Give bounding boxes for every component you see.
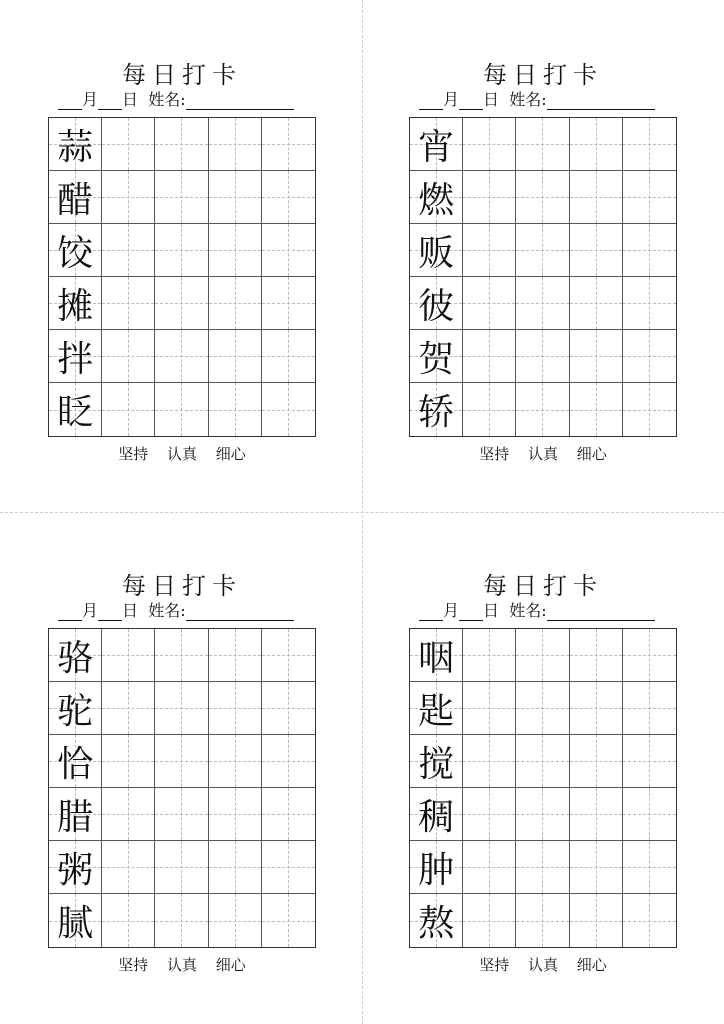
practice-cell[interactable] — [155, 383, 208, 436]
practice-cell[interactable] — [623, 735, 676, 788]
practice-cell[interactable] — [516, 841, 569, 894]
practice-cell[interactable] — [623, 682, 676, 735]
model-character: 饺 — [57, 232, 94, 274]
day-blank[interactable] — [98, 93, 122, 110]
name-label: 姓名: — [148, 601, 186, 620]
model-character-cell — [410, 841, 463, 894]
model-character-cell — [49, 841, 102, 894]
practice-cell[interactable] — [623, 894, 676, 947]
practice-cell[interactable] — [209, 118, 262, 171]
practice-cell[interactable] — [516, 894, 569, 947]
practice-cell[interactable] — [102, 383, 155, 436]
model-character: 驼 — [57, 690, 94, 732]
model-character: 拌 — [57, 338, 94, 380]
practice-cell[interactable] — [623, 171, 676, 224]
practice-cell[interactable] — [623, 330, 676, 383]
practice-cell[interactable] — [262, 330, 315, 383]
model-character: 眨 — [57, 392, 94, 433]
practice-cell[interactable] — [570, 894, 623, 947]
month-label: 月 — [82, 90, 99, 109]
practice-cell[interactable] — [209, 682, 262, 735]
practice-cell[interactable] — [155, 224, 208, 277]
date-name-line — [58, 87, 294, 110]
horizontal-cut-line — [0, 512, 724, 513]
model-character: 蒜 — [57, 126, 94, 168]
model-character-cell — [410, 171, 463, 224]
practice-cell[interactable] — [209, 629, 262, 682]
practice-cell[interactable] — [102, 894, 155, 947]
practice-cell[interactable] — [570, 118, 623, 171]
date-name-line — [419, 87, 655, 110]
practice-cell[interactable] — [209, 735, 262, 788]
month-blank[interactable] — [58, 604, 82, 621]
model-character: 彼 — [418, 285, 455, 327]
model-character: 熬 — [418, 903, 455, 944]
day-blank[interactable] — [98, 604, 122, 621]
practice-cell[interactable] — [570, 171, 623, 224]
practice-cell[interactable] — [463, 841, 516, 894]
panel-title: 每日打卡 — [483, 572, 603, 600]
practice-cell[interactable] — [155, 894, 208, 947]
writing-grid — [409, 117, 677, 437]
name-label: 姓名: — [509, 601, 547, 620]
practice-cell[interactable] — [516, 171, 569, 224]
name-label: 姓名: — [148, 90, 186, 109]
practice-cell[interactable] — [463, 383, 516, 436]
date-name-line — [58, 598, 294, 621]
model-character-cell — [49, 118, 102, 171]
practice-cell[interactable] — [463, 171, 516, 224]
practice-cell[interactable] — [463, 682, 516, 735]
practice-cell[interactable] — [209, 330, 262, 383]
practice-cell[interactable] — [155, 171, 208, 224]
practice-cell[interactable] — [209, 894, 262, 947]
practice-cell[interactable] — [623, 224, 676, 277]
model-character: 腊 — [57, 796, 94, 838]
date-name-line — [419, 598, 655, 621]
practice-cell[interactable] — [463, 735, 516, 788]
practice-cell[interactable] — [463, 330, 516, 383]
panel-footer: 坚持 认真 细心 — [479, 956, 607, 974]
model-character-cell — [49, 735, 102, 788]
practice-cell[interactable] — [623, 629, 676, 682]
model-character: 贺 — [418, 338, 455, 380]
practice-cell[interactable] — [209, 224, 262, 277]
model-character-cell — [410, 277, 463, 330]
practice-cell[interactable] — [155, 330, 208, 383]
day-blank[interactable] — [459, 93, 483, 110]
practice-cell[interactable] — [463, 118, 516, 171]
practice-cell[interactable] — [209, 788, 262, 841]
practice-cell[interactable] — [623, 383, 676, 436]
model-character-cell — [49, 629, 102, 682]
model-character-cell — [49, 383, 102, 436]
practice-cell[interactable] — [623, 788, 676, 841]
practice-cell[interactable] — [623, 277, 676, 330]
practice-cell[interactable] — [155, 735, 208, 788]
practice-cell[interactable] — [570, 330, 623, 383]
day-label: 日 — [122, 90, 139, 109]
model-character-cell — [410, 735, 463, 788]
model-character: 稠 — [418, 796, 455, 838]
model-character-cell — [49, 894, 102, 947]
model-character: 肿 — [418, 849, 455, 891]
practice-cell[interactable] — [623, 118, 676, 171]
model-character-cell — [49, 277, 102, 330]
practice-cell[interactable] — [262, 224, 315, 277]
practice-cell[interactable] — [102, 224, 155, 277]
practice-cell[interactable] — [463, 629, 516, 682]
practice-cell[interactable] — [155, 841, 208, 894]
practice-cell[interactable] — [570, 629, 623, 682]
month-blank[interactable] — [419, 93, 443, 110]
model-character: 燃 — [418, 179, 455, 221]
model-character: 摊 — [57, 285, 94, 327]
panel-footer: 坚持 认真 细心 — [118, 956, 246, 974]
practice-cell[interactable] — [102, 841, 155, 894]
practice-cell[interactable] — [102, 330, 155, 383]
practice-cell[interactable] — [102, 788, 155, 841]
practice-cell[interactable] — [570, 788, 623, 841]
practice-cell[interactable] — [102, 171, 155, 224]
practice-cell[interactable] — [570, 224, 623, 277]
practice-cell[interactable] — [463, 788, 516, 841]
practice-cell[interactable] — [570, 841, 623, 894]
practice-cell[interactable] — [262, 277, 315, 330]
writing-grid — [409, 628, 677, 948]
practice-cell[interactable] — [155, 277, 208, 330]
practice-cell[interactable] — [262, 894, 315, 947]
model-character: 贩 — [418, 232, 455, 274]
day-label: 日 — [483, 601, 500, 620]
month-blank[interactable] — [58, 93, 82, 110]
model-character: 粥 — [57, 849, 94, 891]
model-character-cell — [49, 682, 102, 735]
panel-title: 每日打卡 — [122, 61, 242, 89]
practice-cell[interactable] — [623, 841, 676, 894]
practice-cell[interactable] — [155, 629, 208, 682]
practice-cell[interactable] — [463, 894, 516, 947]
practice-cell[interactable] — [209, 841, 262, 894]
panel-footer: 坚持 认真 细心 — [479, 445, 607, 463]
model-character: 腻 — [57, 903, 94, 944]
month-blank[interactable] — [419, 604, 443, 621]
practice-cell[interactable] — [516, 118, 569, 171]
model-character-cell — [410, 118, 463, 171]
practice-cell[interactable] — [570, 735, 623, 788]
practice-cell[interactable] — [516, 277, 569, 330]
model-character-cell — [49, 788, 102, 841]
month-label: 月 — [82, 601, 99, 620]
practice-cell[interactable] — [102, 277, 155, 330]
model-character-cell — [410, 894, 463, 947]
practice-cell[interactable] — [262, 682, 315, 735]
practice-cell[interactable] — [102, 735, 155, 788]
panel-title: 每日打卡 — [122, 572, 242, 600]
model-character: 匙 — [418, 690, 455, 732]
practice-cell[interactable] — [262, 383, 315, 436]
model-character: 咽 — [418, 637, 455, 679]
panel-footer: 坚持 认真 细心 — [118, 445, 246, 463]
name-label: 姓名: — [509, 90, 547, 109]
name-blank[interactable] — [186, 604, 294, 621]
practice-cell[interactable] — [516, 682, 569, 735]
practice-cell[interactable] — [155, 682, 208, 735]
practice-cell[interactable] — [262, 171, 315, 224]
practice-cell[interactable] — [102, 118, 155, 171]
practice-cell[interactable] — [155, 118, 208, 171]
writing-grid — [48, 628, 316, 948]
model-character: 轿 — [418, 392, 455, 433]
panel-title: 每日打卡 — [483, 61, 603, 89]
name-blank[interactable] — [547, 93, 655, 110]
model-character: 恰 — [57, 743, 94, 785]
practice-cell[interactable] — [570, 277, 623, 330]
practice-cell[interactable] — [570, 682, 623, 735]
name-blank[interactable] — [547, 604, 655, 621]
model-character-cell — [49, 330, 102, 383]
model-character-cell — [49, 224, 102, 277]
practice-cell[interactable] — [262, 629, 315, 682]
practice-cell[interactable] — [516, 224, 569, 277]
month-label: 月 — [443, 601, 460, 620]
model-character-cell — [410, 224, 463, 277]
practice-cell[interactable] — [570, 383, 623, 436]
model-character: 骆 — [57, 637, 94, 679]
model-character: 醋 — [57, 179, 94, 221]
practice-cell[interactable] — [516, 735, 569, 788]
model-character-cell — [410, 682, 463, 735]
model-character-cell — [410, 629, 463, 682]
model-character-cell — [410, 788, 463, 841]
practice-cell[interactable] — [209, 383, 262, 436]
model-character-cell — [410, 383, 463, 436]
name-blank[interactable] — [186, 93, 294, 110]
practice-cell[interactable] — [516, 383, 569, 436]
day-label: 日 — [122, 601, 139, 620]
practice-cell[interactable] — [262, 118, 315, 171]
model-character: 搅 — [418, 743, 455, 785]
practice-cell[interactable] — [516, 629, 569, 682]
model-character-cell — [49, 171, 102, 224]
practice-cell[interactable] — [262, 788, 315, 841]
practice-cell[interactable] — [262, 841, 315, 894]
practice-cell[interactable] — [209, 171, 262, 224]
month-label: 月 — [443, 90, 460, 109]
day-blank[interactable] — [459, 604, 483, 621]
model-character-cell — [410, 330, 463, 383]
model-character: 宵 — [418, 126, 455, 168]
practice-cell[interactable] — [209, 277, 262, 330]
practice-cell[interactable] — [463, 224, 516, 277]
practice-cell[interactable] — [102, 682, 155, 735]
practice-cell[interactable] — [463, 277, 516, 330]
day-label: 日 — [483, 90, 500, 109]
practice-cell[interactable] — [102, 629, 155, 682]
practice-cell[interactable] — [516, 788, 569, 841]
practice-cell[interactable] — [516, 330, 569, 383]
practice-cell[interactable] — [262, 735, 315, 788]
practice-cell[interactable] — [155, 788, 208, 841]
writing-grid — [48, 117, 316, 437]
